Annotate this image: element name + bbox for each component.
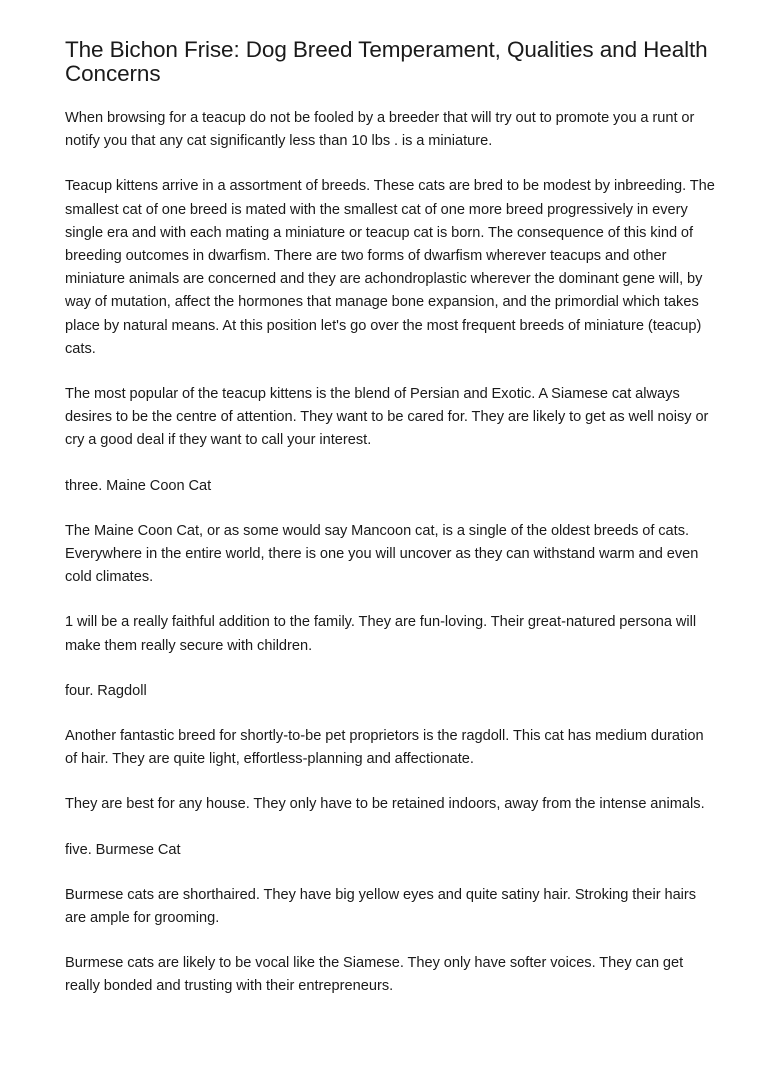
section-heading-maine-coon: three. Maine Coon Cat: [65, 477, 212, 494]
paragraph-intro: When browsing for a teacup do not be fooled by a breeder that will try out to promote you a runt or notify you that any cat significantly less than 10 lbs . is a miniature.: [65, 110, 695, 150]
section-heading-burmese: five. Burmese Cat: [65, 841, 181, 858]
document-title: The Bichon Frise: Dog Breed Temperament, Qualities and Health Concerns: [65, 37, 708, 86]
paragraph-maine-coon: The Maine Coon Cat, or as some would say Mancoon cat, is a single of the oldest breeds of cats. Everywhere in the entire world, there is one you will uncover as they can withstand warm and even cold climates.: [65, 522, 699, 586]
paragraph-popular-teacup: The most popular of the teacup kittens is the blend of Persian and Exotic. A Siamese cat always desires to be the centre of attention. They want to be cared for. They are likely to get as well noisy or cry a good deal if they want to call your interest.: [65, 386, 709, 449]
paragraph-burmese: Burmese cats are shorthaired. They have big yellow eyes and quite satiny hair. Stroking their hairs are ample for grooming.: [65, 886, 697, 927]
paragraph-ragdoll: Another fantastic breed for shortly-to-be pet proprietors is the ragdoll. This cat has medium duration of hair. They are quite light, effortless-planning and affectionate.: [65, 728, 704, 768]
section-heading-ragdoll: four. Ragdoll: [65, 682, 147, 699]
paragraph-maine-coon-family: 1 will be a really faithful addition to the family. They are fun-loving. Their great-natured persona will make them really secure with children.: [65, 614, 697, 654]
paragraph-burmese-vocal: Burmese cats are likely to be vocal like the Siamese. They only have softer voices. They can get really bonded and trusting with their entrepreneurs.: [65, 955, 684, 995]
document-page: [65, 38, 715, 1021]
paragraph-teacup-kittens: Teacup kittens arrive in a assortment of breeds. These cats are bred to be modest by inbreeding. The smallest cat of one breed is mated with the smallest cat of one more breed progressively in every single era and with each mating a miniature or teacup cat is born. The consequence of this kind of breeding outcomes in dwarfism. There are two forms of dwarfism wherever teacups and other miniature animals are concerned and they are achondroplastic wherever the dominant gene will, by way of mutation, affect the hormones that manage bone expansion, and the primordial which takes place by natural means. At this position let's go over the most frequent breeds of miniature (teacup) cats.: [65, 178, 715, 357]
paragraph-ragdoll-house: They are best for any house. They only have to be retained indoors, away from the intense animals.: [65, 796, 705, 813]
